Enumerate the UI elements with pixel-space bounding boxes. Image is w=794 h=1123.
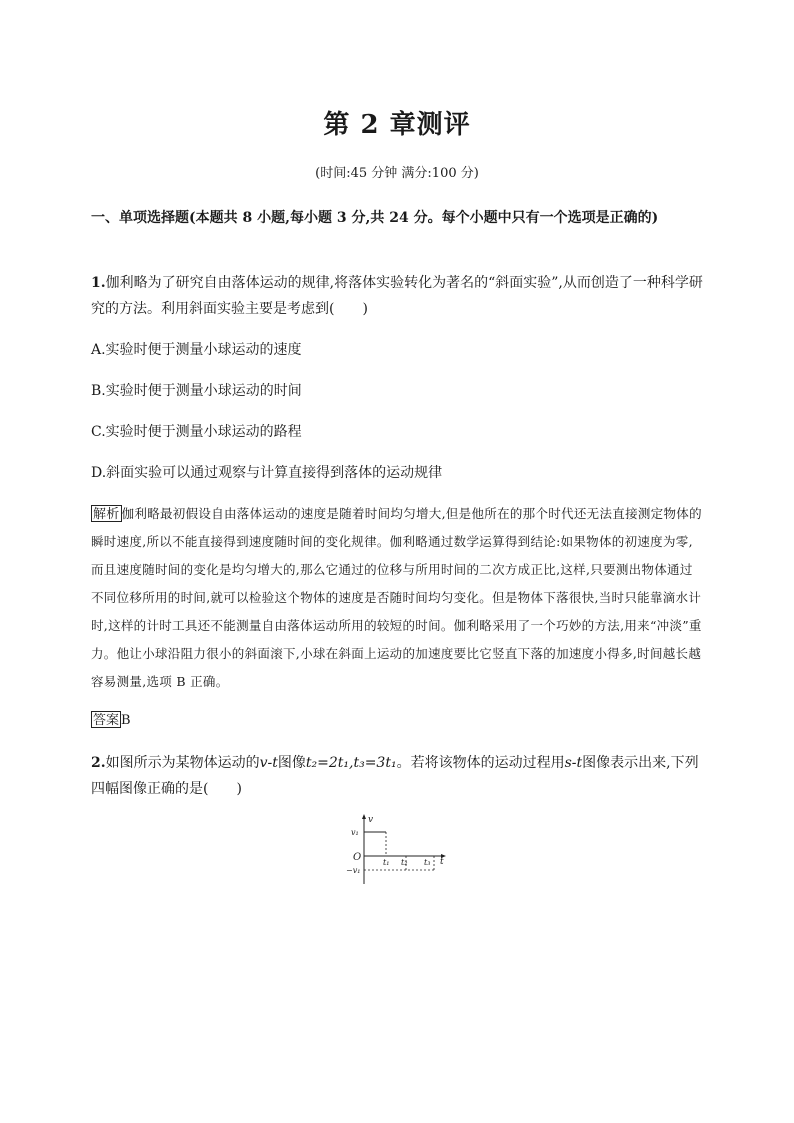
exam-info: (时间:45 分钟 满分:100 分) — [315, 166, 479, 181]
analysis-text: 伽利略最初假设自由落体运动的速度是随着时间均匀增大,但是他所在的那个时代还无法直接测定物体的瞬时速度,所以不能直接得到速度随时间的变化规律。伽利略通过数学运算得到结论:如果物体的初速度为零,而且速度随时间的变化是均匀增大的,那么它通过的位移与所用时间的二次方成正比,这样,只要测出物体通过不同位移所用的时间,就可以检验这个物体的速度是否随时间均匀变化。但是物体下落很快,当时只能靠滴水计时,这样的计时工具还不能测量自由落体运动所用的较短的时间。伽利略采用了一个巧妙的方法,用来“冲淡”重力。他让小球沿阻力很小的斜面滚下,小球在斜面上运动的加速度要比它竖直下落的加速度小得多,时间越长越容易测量,选项 B 正确。 — [91, 506, 702, 689]
t3-label: t₃ — [424, 858, 431, 867]
v-axis-label: v — [368, 815, 374, 825]
t1-label: t₁ — [383, 858, 390, 867]
vt-graph — [340, 812, 450, 887]
v-axis-arrow — [362, 814, 366, 819]
question-number: 2 — [91, 755, 101, 771]
option-d: D.斜面实验可以通过观察与计算直接得到落体的运动规律 — [91, 465, 443, 481]
origin-label: O — [353, 852, 362, 863]
option-a: A.实验时便于测量小球运动的速度 — [91, 342, 302, 358]
question-number: 1 — [91, 275, 101, 291]
option-c: C.实验时便于测量小球运动的路程 — [91, 424, 302, 440]
option-b: B.实验时便于测量小球运动的时间 — [91, 383, 302, 399]
question-1: 1.伽利略为了研究自由落体运动的规律,将落体实验转化为著名的“斜面实验”,从而创造了一种科学研究的方法。利用斜面实验主要是考虑到( ) — [91, 275, 703, 317]
neg-v1-label: −v₁ — [346, 866, 361, 875]
question-2: 2.如图所示为某物体运动的v-t图像t₂=2t₁,t₃=3t₁。若将该物体的运动过程用s-t图像表示出来,下列四幅图像正确的是( ) — [91, 755, 699, 797]
answer-label: 答案 — [93, 712, 120, 727]
st-term: s-t — [564, 755, 583, 771]
analysis-label: 解析 — [93, 506, 120, 521]
page-title: 第 2 章测评 — [323, 110, 471, 140]
vt-term: v-t — [259, 755, 278, 771]
t2-label: t₂ — [401, 858, 408, 867]
answer-value: B — [121, 713, 131, 728]
question-stem: 伽利略为了研究自由落体运动的规律,将落体实验转化为著名的“斜面实验”,从而创造了一种科学研究的方法。利用斜面实验主要是考虑到( ) — [91, 275, 703, 317]
section-heading: 一、单项选择题(本题共 8 小题,每小题 3 分,共 24 分。每个小题中只有一个选项是正确的) — [91, 210, 659, 226]
time-relation: t₂=2t₁,t₃=3t₁ — [305, 755, 397, 771]
v1-label: v₁ — [351, 828, 359, 837]
t-axis-label: t — [440, 857, 444, 867]
analysis-block — [91, 500, 703, 696]
answer-block — [91, 710, 131, 731]
